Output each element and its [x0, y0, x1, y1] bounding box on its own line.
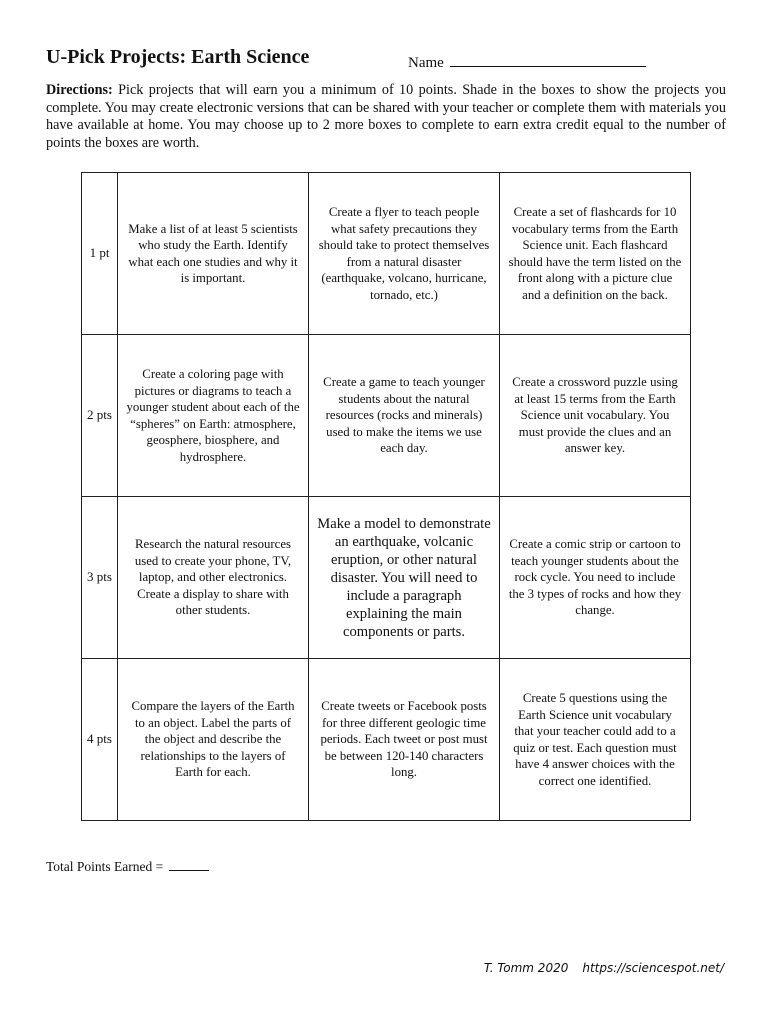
project-box[interactable]: Research the natural resources used to create your phone, TV, laptop, and other electronics. Create a display to share with other students.	[118, 497, 309, 659]
directions-text: Pick projects that will earn you a minimum of 10 points. Shade in the boxes to show the projects you complete. You may create electronic versions that can be shared with your teacher or complete them with materials you have available at home. You may choose up to 2 more boxes to complete to earn extra credit equal to the number of points the boxes are worth.	[46, 82, 726, 151]
name-label: Name	[408, 55, 444, 71]
worksheet-title: U-Pick Projects: Earth Science	[46, 46, 310, 68]
worksheet-header	[46, 46, 736, 74]
table-row	[82, 497, 691, 659]
project-box[interactable]: Create a set of flashcards for 10 vocabulary terms from the Earth Science unit. Each flashcard should have the term listed on the front along with a picture clue and a definition on the back.	[500, 173, 691, 335]
project-box[interactable]: Make a model to demonstrate an earthquake, volcanic eruption, or other natural disaster. You will need to include a paragraph explaining the main components or parts.	[309, 497, 500, 659]
project-box[interactable]: Create a flyer to teach people what safety precautions they should take to protect themselves from a natural disaster (earthquake, volcano, hurricane, tornado, etc.)	[309, 173, 500, 335]
project-box[interactable]: Create a comic strip or cartoon to teach younger students about the rock cycle. You need to include the 3 types of rocks and how they change.	[500, 497, 691, 659]
name-blank-line[interactable]	[450, 52, 646, 67]
table-row	[82, 659, 691, 821]
directions-lead: Directions:	[46, 82, 113, 98]
footer-url[interactable]: https://sciencespot.net/	[582, 961, 724, 975]
project-box[interactable]: Compare the layers of the Earth to an object. Label the parts of the object and describe the relationships to the layers of Earth for each.	[118, 659, 309, 821]
points-cell: 2 pts	[82, 335, 118, 497]
project-box[interactable]: Create 5 questions using the Earth Science unit vocabulary that your teacher could add to a quiz or test. Each question must have 4 answer choices with the correct one identified.	[500, 659, 691, 821]
points-cell: 3 pts	[82, 497, 118, 659]
footer-credit	[484, 961, 724, 975]
points-cell: 1 pt	[82, 173, 118, 335]
points-cell: 4 pts	[82, 659, 118, 821]
total-points-label: Total Points Earned =	[46, 859, 164, 874]
total-points-field[interactable]	[46, 858, 209, 875]
project-box[interactable]: Create a game to teach younger students about the natural resources (rocks and minerals) used to make the items we use each day.	[309, 335, 500, 497]
footer-author: T. Tomm 2020	[483, 961, 569, 975]
project-box[interactable]: Create a coloring page with pictures or diagrams to teach a younger student about each of the “spheres” on Earth: atmosphere, geosphere, biosphere, and hydrosphere.	[118, 335, 309, 497]
project-box[interactable]: Make a list of at least 5 scientists who study the Earth. Identify what each one studies and why it is important.	[118, 173, 309, 335]
project-box[interactable]: Create tweets or Facebook posts for three different geologic time periods. Each tweet or post must be between 120-140 characters long.	[309, 659, 500, 821]
directions-paragraph	[46, 82, 726, 152]
project-box[interactable]: Create a crossword puzzle using at least 15 terms from the Earth Science unit vocabulary. You must provide the clues and an answer key.	[500, 335, 691, 497]
name-field[interactable]	[408, 52, 646, 72]
total-points-blank-line[interactable]	[169, 858, 209, 871]
project-grid	[81, 172, 691, 821]
table-row	[82, 335, 691, 497]
table-row	[82, 173, 691, 335]
